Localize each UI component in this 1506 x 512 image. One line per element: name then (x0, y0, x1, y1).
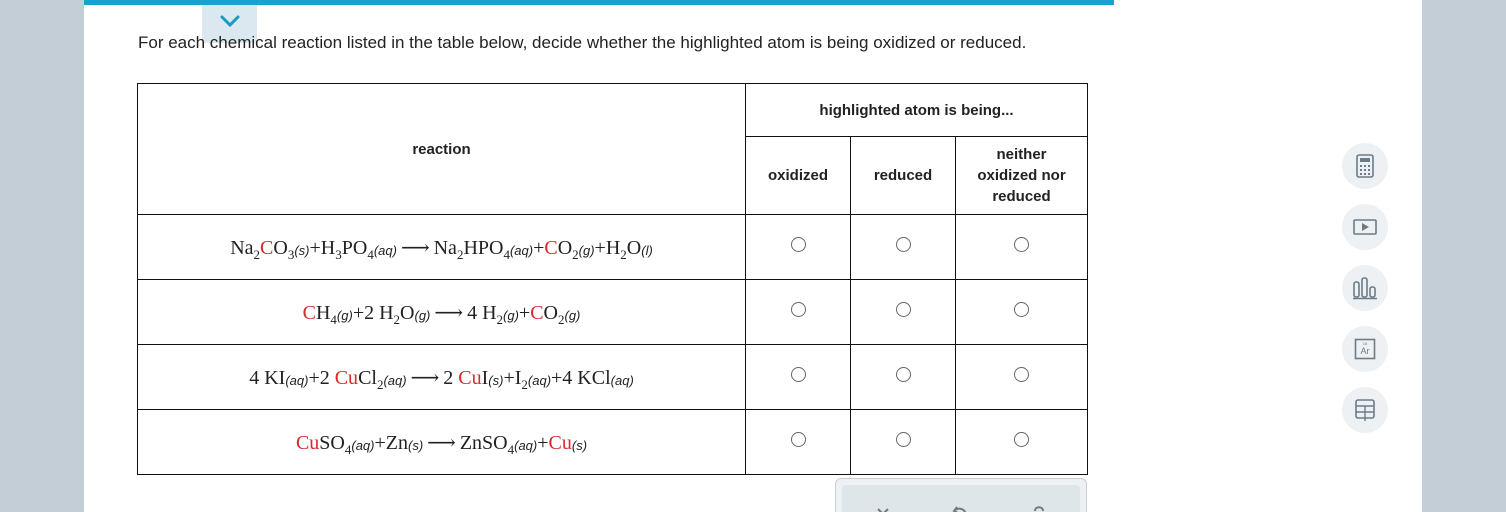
radio-neither[interactable] (1014, 237, 1029, 252)
data-button[interactable] (1342, 387, 1388, 433)
chart-button[interactable] (1342, 265, 1388, 311)
radio-oxidized[interactable] (791, 302, 806, 317)
radio-reduced[interactable] (896, 302, 911, 317)
periodic-table-button[interactable] (1342, 326, 1388, 372)
radio-oxidized[interactable] (791, 367, 806, 382)
option-cell (956, 215, 1088, 280)
option-cell (851, 410, 956, 475)
close-icon[interactable] (876, 507, 890, 512)
reaction-header: reaction (138, 84, 746, 215)
answer-toolbar-buttons (842, 485, 1080, 512)
reaction-equation: 4 KI(aq)+2 CuCl$_2$(aq) ⟶ 2 $CuI(s)+I_2(aq)+4$ KCl(aq) (138, 345, 746, 410)
table-row (138, 215, 1088, 280)
video-button[interactable] (1342, 204, 1388, 250)
reaction-equation: $Na_2CO_3(s)+H_3PO_4(aq)$ ⟶ $Na_2HPO_4(aq)+CO_2(g)+H_2O(l)$ (138, 215, 746, 280)
calculator-button[interactable] (1342, 143, 1388, 189)
radio-reduced[interactable] (896, 432, 911, 447)
video-icon (1353, 218, 1377, 236)
option-cell (746, 280, 851, 345)
svg-text:18: 18 (1362, 341, 1368, 346)
col-oxidized: oxidized (746, 137, 851, 215)
option-cell (956, 280, 1088, 345)
reaction-table (137, 83, 1088, 475)
col-neither: neither oxidized nor reduced (956, 137, 1088, 215)
table-row (138, 410, 1088, 475)
radio-oxidized[interactable] (791, 432, 806, 447)
table-row (138, 345, 1088, 410)
reaction-equation: CuSO$_4$(aq)+Zn(s) ⟶ ZnSO$_4$(aq)+Cu(s) (138, 410, 746, 475)
data-icon (1354, 398, 1376, 422)
radio-neither[interactable] (1014, 302, 1029, 317)
radio-neither[interactable] (1014, 432, 1029, 447)
option-cell (851, 215, 956, 280)
radio-reduced[interactable] (896, 367, 911, 382)
option-cell (851, 280, 956, 345)
radio-oxidized[interactable] (791, 237, 806, 252)
col-reduced: reduced (851, 137, 956, 215)
side-toolbar (1342, 143, 1390, 448)
question-prompt: For each chemical reaction listed in the table below, decide whether the highlighted atom is being oxidized or reduced. (138, 33, 1027, 52)
chevron-down-icon (220, 15, 240, 27)
periodic-table-icon (1354, 338, 1376, 360)
option-cell (746, 410, 851, 475)
table-row (138, 280, 1088, 345)
group-header: highlighted atom is being... (746, 84, 1088, 137)
option-cell (851, 345, 956, 410)
chart-icon (1352, 276, 1378, 300)
answer-toolbar (835, 478, 1087, 512)
option-cell (746, 345, 851, 410)
option-cell (956, 410, 1088, 475)
help-icon[interactable] (1032, 505, 1046, 512)
reaction-equation: $CH_4(g)+2$ $H_2O(g)$ ⟶ 4 $H_2(g)+CO_2(g)$ (138, 280, 746, 345)
undo-icon[interactable] (952, 505, 968, 512)
radio-neither[interactable] (1014, 367, 1029, 382)
calculator-icon (1355, 154, 1375, 178)
option-cell (746, 215, 851, 280)
radio-reduced[interactable] (896, 237, 911, 252)
svg-text:Ar: Ar (1360, 346, 1370, 356)
option-cell (956, 345, 1088, 410)
